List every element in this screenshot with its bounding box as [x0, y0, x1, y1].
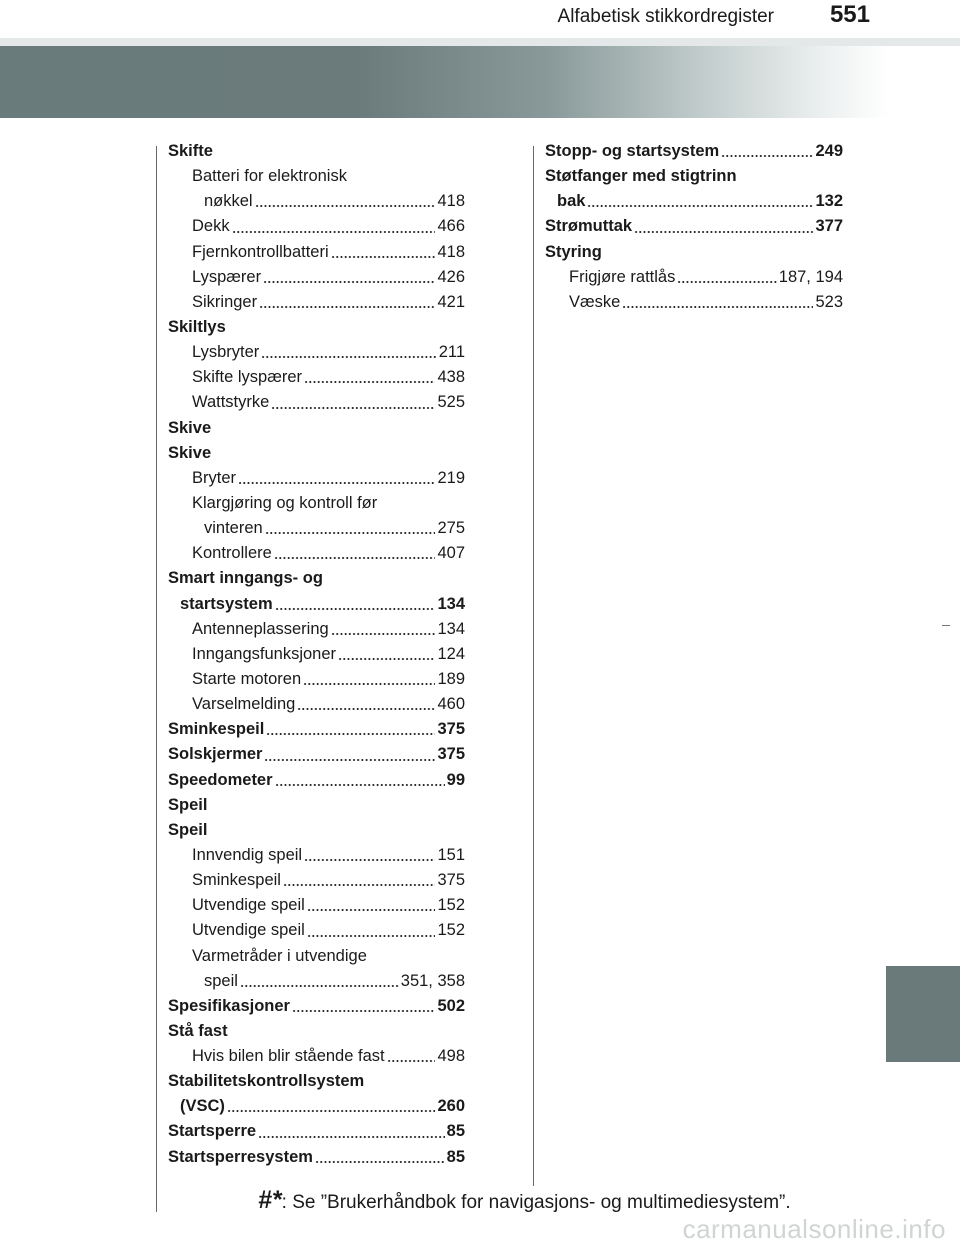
index-entry-page: 85	[445, 1145, 465, 1170]
index-entry	[168, 164, 465, 189]
dot-leader	[304, 859, 435, 861]
dot-leader	[292, 1010, 435, 1012]
index-entry	[168, 139, 465, 164]
index-column-left	[168, 139, 465, 1170]
index-entry	[168, 893, 465, 918]
index-entry-label: Utvendige speil	[192, 893, 307, 918]
dot-leader	[677, 281, 777, 283]
index-entry-page: 219	[435, 466, 465, 491]
index-entry-label: Frigjøre rattlås	[569, 265, 677, 290]
index-column-right	[545, 139, 843, 315]
index-entry-page: 466	[435, 214, 465, 239]
page-header	[0, 0, 960, 38]
index-entry-page: 375	[435, 742, 465, 767]
dot-leader	[258, 1136, 445, 1138]
index-entry-label: Væske	[569, 290, 622, 315]
dot-leader	[261, 356, 437, 358]
index-entry-label: Styring	[545, 240, 604, 265]
index-entry-page: 351, 358	[399, 969, 465, 994]
dot-leader	[587, 205, 813, 207]
dot-leader	[275, 608, 435, 610]
index-entry-page: 523	[813, 290, 843, 315]
section-banner	[0, 46, 890, 118]
index-entry-page: 498	[435, 1044, 465, 1069]
index-entry-label: Kontrollere	[192, 541, 274, 566]
index-entry-label: nøkkel	[204, 189, 255, 214]
index-entry-label: Inngangsfunksjoner	[192, 642, 338, 667]
footnote-text: : Se ”Brukerhåndbok for navigasjons- og multimediesystem”.	[281, 1192, 791, 1213]
index-entry-label: bak	[557, 189, 587, 214]
index-entry-label: Klargjøring og kontroll før	[192, 491, 379, 516]
dot-leader	[255, 205, 435, 207]
index-entry	[168, 365, 465, 390]
dot-leader	[634, 231, 813, 233]
index-entry-label: Stå fast	[168, 1019, 230, 1044]
index-entry-label: Varselmelding	[192, 692, 297, 717]
dot-leader	[238, 482, 435, 484]
index-entry-label: Fjernkontrollbatteri	[192, 240, 331, 265]
index-entry-label: Smart inngangs- og	[168, 566, 325, 591]
index-entry-label: Bryter	[192, 466, 238, 491]
index-entry	[168, 868, 465, 893]
index-entry-label: Skifte	[168, 139, 215, 164]
index-entry	[168, 214, 465, 239]
dot-leader	[259, 306, 435, 308]
index-entry-label: Dekk	[192, 214, 232, 239]
index-entry	[168, 918, 465, 943]
index-entry-page: 377	[813, 214, 843, 239]
index-entry-label: Speil	[168, 793, 209, 818]
index-entry	[168, 189, 465, 214]
index-entry-label: vinteren	[204, 516, 265, 541]
index-entry	[545, 240, 843, 265]
footnote	[258, 1186, 791, 1215]
left-column-rule	[156, 146, 157, 1212]
index-entry	[168, 441, 465, 466]
index-entry	[168, 1069, 465, 1094]
index-entry	[168, 969, 465, 994]
index-entry-page: 502	[435, 994, 465, 1019]
dot-leader	[721, 155, 813, 157]
index-entry	[168, 1119, 465, 1144]
index-entry-page: 99	[445, 768, 465, 793]
dot-leader	[387, 1060, 435, 1062]
index-entry-page: 275	[435, 516, 465, 541]
index-entry	[168, 717, 465, 742]
dot-leader	[307, 909, 435, 911]
index-entry-label: Batteri for elektronisk	[192, 164, 349, 189]
index-entry	[168, 592, 465, 617]
index-entry	[168, 466, 465, 491]
index-entry-page: 525	[435, 390, 465, 415]
dot-leader	[274, 557, 435, 559]
watermark: carmanualsonline.info	[682, 1214, 946, 1244]
index-entry-label: Speedometer	[168, 768, 275, 793]
index-entry	[168, 1094, 465, 1119]
index-entry	[168, 1044, 465, 1069]
index-entry-label: Støtfanger med stigtrinn	[545, 164, 739, 189]
edge-tick-mark	[942, 625, 950, 626]
index-entry	[168, 516, 465, 541]
index-entry	[168, 667, 465, 692]
index-entry-page: 124	[435, 642, 465, 667]
index-entry-label: Hvis bilen blir stående fast	[192, 1044, 387, 1069]
index-entry	[168, 491, 465, 516]
index-entry-page: 460	[435, 692, 465, 717]
dot-leader	[264, 759, 435, 761]
dot-leader	[622, 306, 813, 308]
dot-leader	[227, 1110, 435, 1112]
index-entry-label: Antenneplassering	[192, 617, 331, 642]
dot-leader	[240, 985, 399, 987]
index-entry-label: (VSC)	[180, 1094, 227, 1119]
index-entry-label: Utvendige speil	[192, 918, 307, 943]
index-entry-page: 418	[435, 189, 465, 214]
index-entry-label: speil	[204, 969, 240, 994]
index-entry-page: 418	[435, 240, 465, 265]
dot-leader	[275, 784, 445, 786]
index-entry-page: 152	[435, 893, 465, 918]
dot-leader	[307, 935, 435, 937]
index-entry	[168, 994, 465, 1019]
index-entry-label: Sminkespeil	[192, 868, 283, 893]
dot-leader	[304, 381, 435, 383]
index-entry	[168, 390, 465, 415]
index-entry-label: Skive	[168, 441, 213, 466]
index-entry	[168, 944, 465, 969]
index-entry-label: Startsperre	[168, 1119, 258, 1144]
footnote-mark: #*	[258, 1186, 282, 1214]
index-entry	[545, 139, 843, 164]
index-entry	[168, 742, 465, 767]
dot-leader	[263, 281, 435, 283]
index-entry-label: Startsperresystem	[168, 1145, 315, 1170]
index-entry-label: Sikringer	[192, 290, 259, 315]
dot-leader	[331, 256, 435, 258]
index-entry	[168, 290, 465, 315]
index-entry	[168, 265, 465, 290]
index-entry-label: Lysbryter	[192, 340, 261, 365]
dot-leader	[232, 231, 435, 233]
index-entry-page: 189	[435, 667, 465, 692]
index-entry	[168, 340, 465, 365]
center-column-rule	[533, 146, 534, 1186]
index-entry-page: 152	[435, 918, 465, 943]
index-entry	[168, 416, 465, 441]
page-number: 551	[829, 1, 870, 28]
header-divider	[0, 38, 960, 46]
index-entry-label: Wattstyrke	[192, 390, 271, 415]
index-entry-page: 421	[435, 290, 465, 315]
index-entry	[168, 793, 465, 818]
index-entry	[545, 214, 843, 239]
index-entry-label: Varmetråder i utvendige	[192, 944, 369, 969]
index-entry-label: Sminkespeil	[168, 717, 266, 742]
index-entry	[168, 768, 465, 793]
dot-leader	[265, 532, 435, 534]
dot-leader	[297, 708, 435, 710]
index-entry-page: 375	[435, 717, 465, 742]
index-entry-page: 375	[435, 868, 465, 893]
index-entry-label: Skiltlys	[168, 315, 228, 340]
index-entry-page: 407	[435, 541, 465, 566]
index-entry-label: Skifte lyspærer	[192, 365, 304, 390]
index-entry-page: 211	[437, 340, 465, 365]
index-entry-page: 151	[435, 843, 465, 868]
index-entry	[168, 843, 465, 868]
index-entry-page: 187, 194	[777, 265, 843, 290]
index-entry-label: Lyspærer	[192, 265, 263, 290]
index-entry	[168, 642, 465, 667]
index-entry	[168, 692, 465, 717]
index-entry-label: Innvendig speil	[192, 843, 304, 868]
index-entry	[545, 164, 843, 189]
index-entry-page: 132	[813, 189, 843, 214]
index-entry	[168, 541, 465, 566]
index-entry	[168, 315, 465, 340]
index-entry-label: Starte motoren	[192, 667, 303, 692]
dot-leader	[331, 633, 435, 635]
index-entry-page: 426	[435, 265, 465, 290]
dot-leader	[283, 884, 435, 886]
index-entry-label: Stabilitetskontrollsystem	[168, 1069, 366, 1094]
index-entry-label: Solskjermer	[168, 742, 264, 767]
index-entry	[545, 189, 843, 214]
index-entry-page: 134	[435, 592, 465, 617]
index-entry-page: 438	[435, 365, 465, 390]
index-entry	[545, 265, 843, 290]
header-title: Alfabetisk stikkordregister	[557, 6, 774, 27]
index-entry-label: Spesifikasjoner	[168, 994, 292, 1019]
dot-leader	[315, 1161, 445, 1163]
index-entry-page: 260	[435, 1094, 465, 1119]
chapter-side-tab	[886, 966, 960, 1062]
index-entry-page: 134	[435, 617, 465, 642]
dot-leader	[271, 407, 435, 409]
index-entry	[168, 1145, 465, 1170]
dot-leader	[303, 683, 435, 685]
index-entry-page: 85	[445, 1119, 465, 1144]
index-entry	[168, 566, 465, 591]
index-entry	[168, 240, 465, 265]
dot-leader	[266, 733, 435, 735]
index-entry-label: Skive	[168, 416, 213, 441]
index-entry	[168, 617, 465, 642]
index-entry	[168, 818, 465, 843]
index-entry-page: 249	[813, 139, 843, 164]
index-entry-label: Stopp- og startsystem	[545, 139, 721, 164]
index-entry-label: Strømuttak	[545, 214, 634, 239]
index-entry	[168, 1019, 465, 1044]
dot-leader	[338, 658, 435, 660]
index-entry-label: Speil	[168, 818, 209, 843]
index-entry-label: startsystem	[180, 592, 275, 617]
index-entry	[545, 290, 843, 315]
